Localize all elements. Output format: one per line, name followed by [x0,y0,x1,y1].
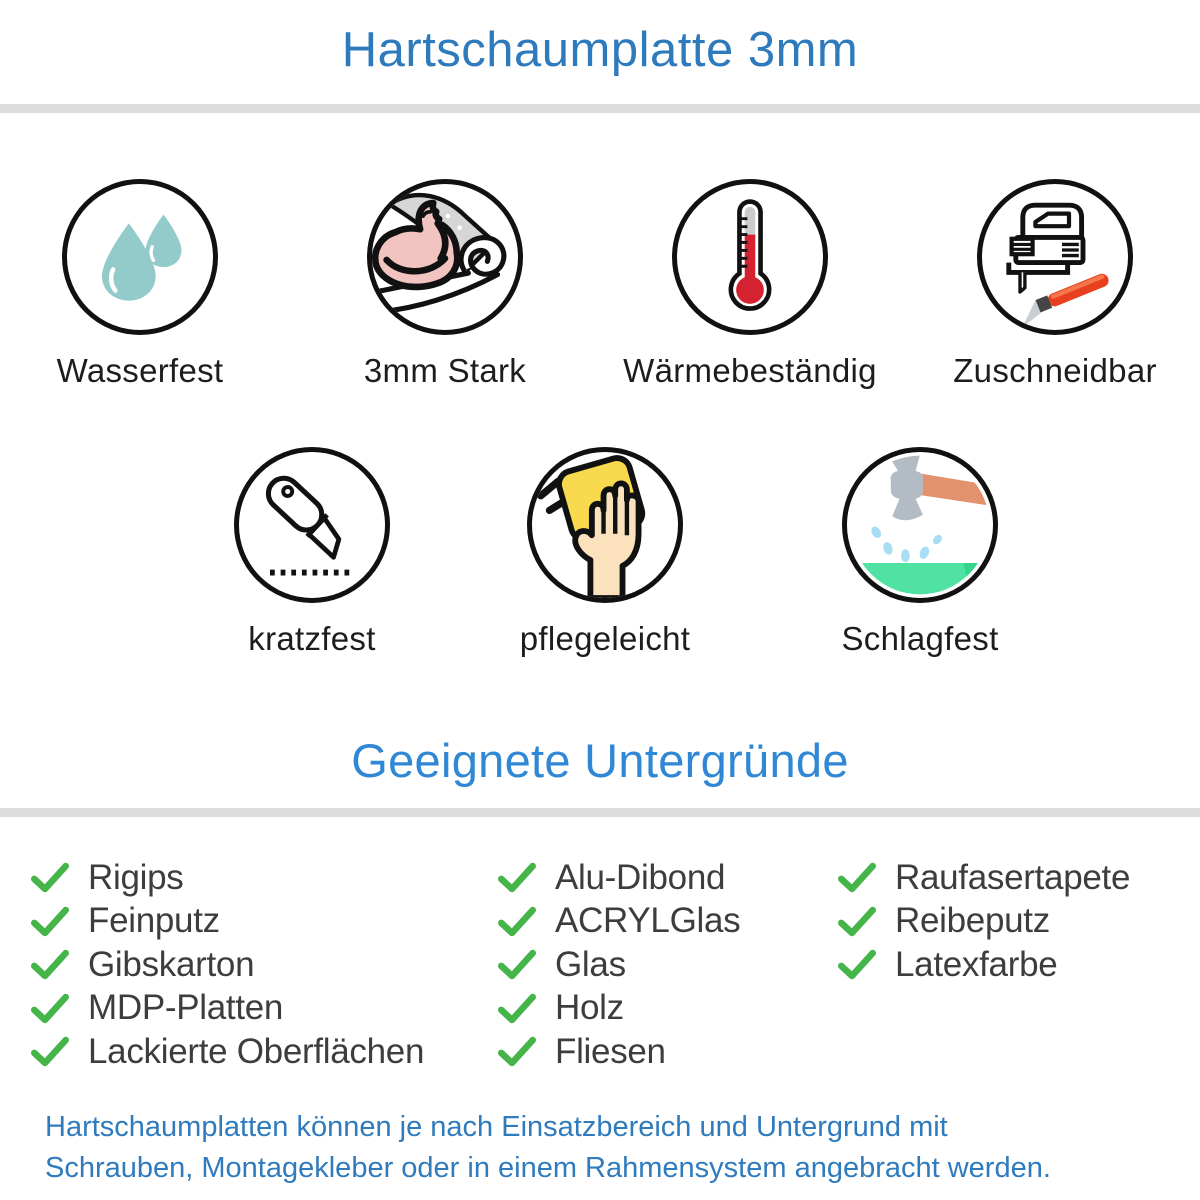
list-item [30,1030,424,1074]
thermometer-icon [684,191,816,323]
list-item-label: Rigips [88,857,184,897]
list-item [30,900,424,944]
list-item-label: Lackierte Oberflächen [88,1031,425,1071]
hammer-icon [847,452,993,598]
feature-waterproof [10,179,270,390]
utility-knife-icon [242,455,382,595]
check-icon [497,992,537,1025]
check-icon [497,948,537,981]
list-item-label: Gibskarton [88,944,255,984]
check-icon [30,992,70,1025]
section-title: Geeignete Untergründe [351,734,849,787]
footer-line: Hartschaumplatten können je nach Einsatzbereich und Untergrund mit [45,1111,948,1143]
list-item [837,943,1130,987]
feature-label: kratzfest [248,620,376,657]
check-icon [30,861,70,894]
divider [0,104,1200,113]
list-item [837,900,1130,944]
feature-label: Zuschneidbar [953,352,1157,389]
list-item-label: ACRYLGlas [555,901,741,941]
checklist-column-1 [30,856,424,1074]
list-item [497,987,740,1031]
check-icon [30,905,70,938]
jigsaw-icon [985,187,1125,327]
list-item-label: MDP-Platten [88,988,284,1028]
feature-label: Wärmebeständig [623,352,877,389]
check-icon [30,1035,70,1068]
list-item-label: Holz [555,988,624,1028]
check-icon [30,948,70,981]
divider [0,808,1200,817]
list-item-label: Fliesen [555,1031,666,1071]
check-icon [497,905,537,938]
list-item [30,987,424,1031]
feature-circle [672,179,828,335]
feature-cuttable [925,179,1185,390]
list-item-label: Raufasertapete [895,857,1131,897]
feature-label: 3mm Stark [363,352,527,389]
list-item-label: Latexfarbe [895,944,1058,984]
cleaning-hand-icon [532,452,678,598]
footer-note [45,1107,1051,1189]
feature-circle [367,179,523,335]
page-title: Hartschaumplatte 3mm [341,23,859,77]
list-item [30,856,424,900]
muscle-arm-icon [372,184,518,330]
feature-label: Schlagfest [841,620,999,657]
feature-scratch-proof [182,447,442,658]
feature-heat-resistant [620,179,880,390]
list-item-label: Glas [555,944,626,984]
list-item-label: Alu-Dibond [555,857,726,897]
feature-easy-care [475,447,735,658]
list-item [497,1030,740,1074]
feature-circle [527,447,683,603]
list-item [837,856,1130,900]
list-item [30,943,424,987]
list-item [497,856,740,900]
list-item-label: Feinputz [88,901,220,941]
list-item [497,900,740,944]
feature-circle [62,179,218,335]
check-icon [497,861,537,894]
checklist-column-3 [837,856,1130,987]
list-item [497,943,740,987]
scalpel [1015,272,1113,327]
feature-label: Wasserfest [56,352,224,389]
feature-impact-resistant [790,447,1050,658]
feature-circle [842,447,998,603]
water-drops-icon [84,201,196,313]
feature-circle [234,447,390,603]
footer-line: Schrauben, Montagekleber oder in einem Rahmensystem angebracht werden. [45,1152,1051,1184]
feature-circle [977,179,1133,335]
feature-label: pflegeleicht [519,620,691,657]
check-icon [837,905,877,938]
feature-thickness [315,179,575,390]
check-icon [837,861,877,894]
check-icon [837,948,877,981]
check-icon [497,1035,537,1068]
list-item-label: Reibeputz [895,901,1050,941]
checklist-column-2 [497,856,740,1074]
